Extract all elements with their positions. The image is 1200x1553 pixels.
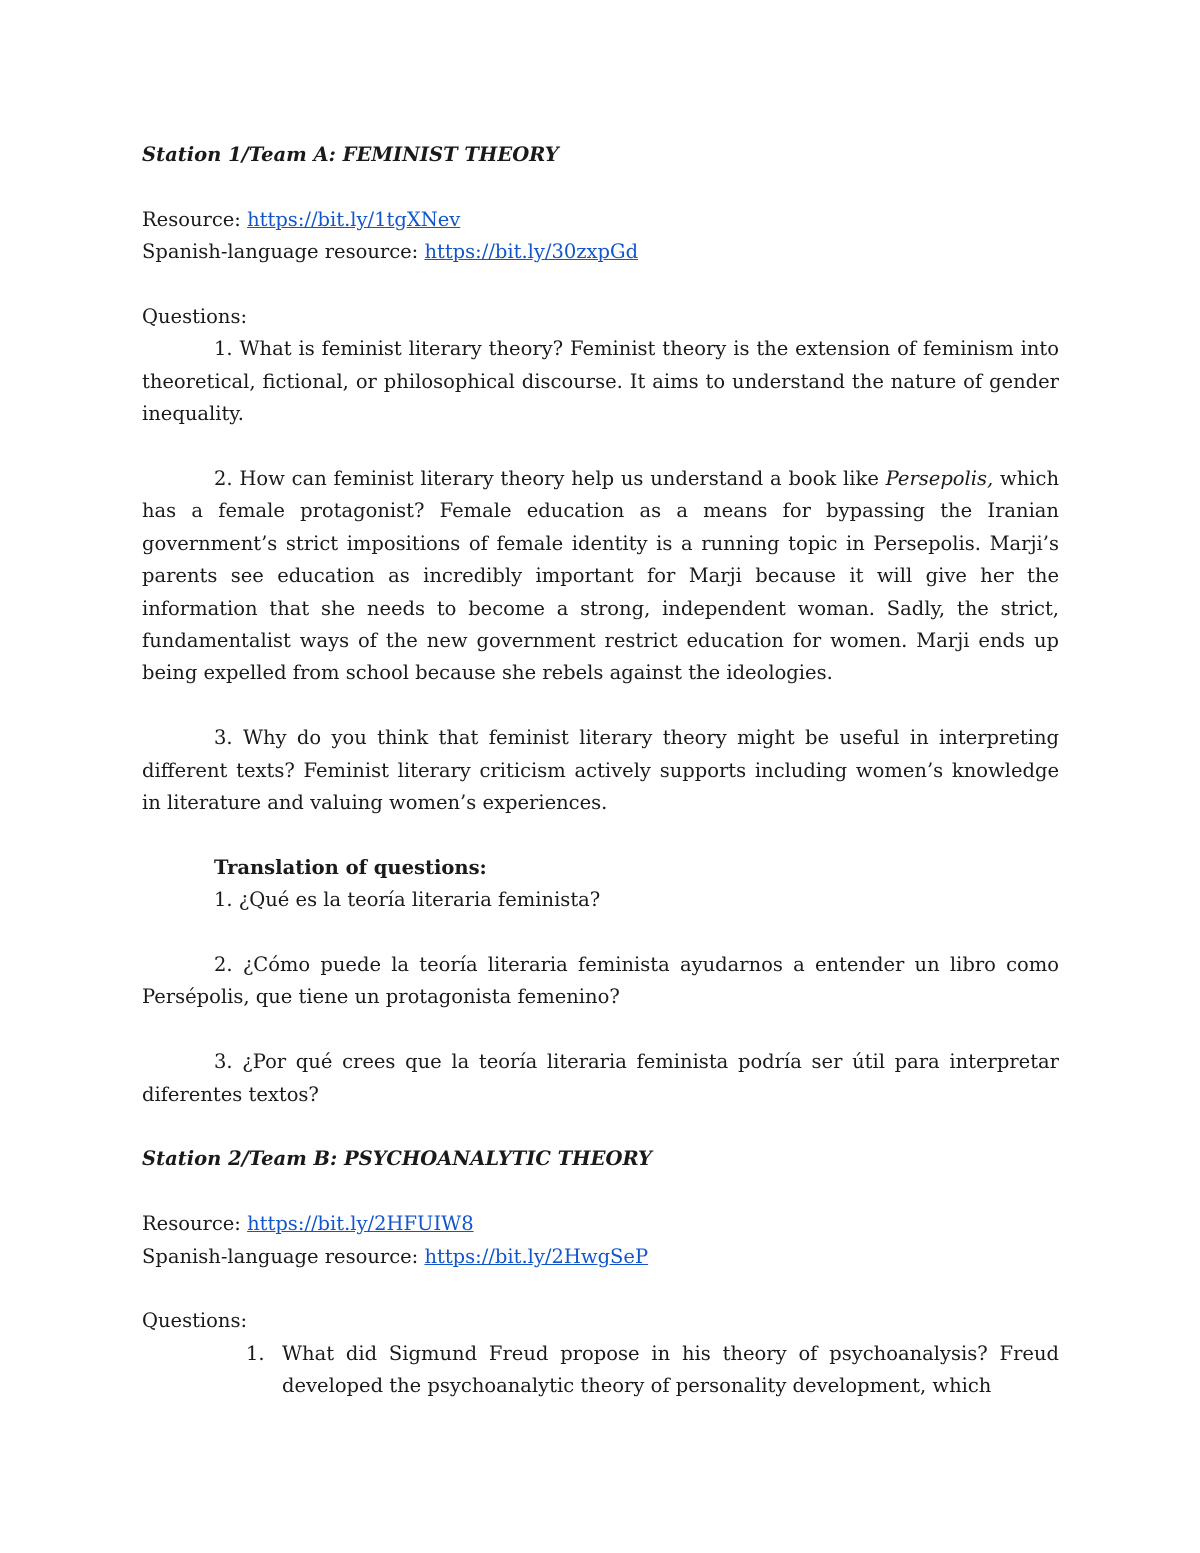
spanish-resource-link[interactable]: https://bit.ly/30zxpGd — [424, 240, 639, 264]
translation-heading: Translation of questions: — [214, 855, 487, 879]
question-2-text-b: which has a female protagonist? Female education as a means for bypassing the Iranian government’s strict impositions of female identity is a running topic in Persepolis. Marji’s parents see education as incredibly important for Marji because it will give her the information that she needs to become a strong, independent woman. Sadly, the strict, fundamentalist ways of the new government restrict education for women. Marji ends up being expelled from school because she rebels against the ideologies. — [142, 467, 1060, 685]
spanish-resource-link[interactable]: https://bit.ly/2HwgSeP — [424, 1244, 649, 1268]
station1-heading: Station 1/Team A: FEMINIST THEORY — [142, 143, 559, 166]
list-number: 1. — [246, 1341, 265, 1365]
spanish-resource-label: Spanish-language resource: — [142, 1244, 419, 1268]
questions-label: Questions: — [142, 305, 248, 328]
book-title: Persepolis, — [885, 467, 994, 491]
document-page — [142, 139, 1059, 1403]
resource-link[interactable]: https://bit.ly/2HFUIW8 — [247, 1212, 474, 1236]
question-2 — [142, 463, 1059, 690]
spanish-resource-label: Spanish-language resource: — [142, 240, 419, 264]
station1-spanish-resource-line — [142, 236, 1059, 268]
question-1: 1. What is feminist literary theory? Feminist theory is the extension of feminism into theoretical, fictional, or philosophical discourse. It aims to understand the nature of gender inequality. — [142, 337, 1059, 426]
questions-label: Questions: — [142, 1309, 248, 1333]
question-2-text-a: 2. How can feminist literary theory help us understand a book like — [214, 467, 886, 491]
station2-spanish-resource-line — [142, 1241, 1059, 1273]
resource-label: Resource: — [142, 1212, 241, 1236]
translation-1: 1. ¿Qué es la teoría literaria feminista? — [214, 888, 601, 912]
station2-resource-line — [142, 1208, 1059, 1240]
translation-2: 2. ¿Cómo puede la teoría literaria feminista ayudarnos a entender un libro como Persépolis, que tiene un protagonista femenino? — [142, 953, 1059, 1009]
resource-link[interactable]: https://bit.ly/1tgXNev — [247, 207, 461, 231]
station2-question-1: What did Sigmund Freud propose in his theory of psychoanalysis? Freud developed the psychoanalytic theory of personality development, which — [282, 1341, 1059, 1398]
list-item — [142, 1338, 1059, 1403]
question-3: 3. Why do you think that feminist literary theory might be useful in interpreting different texts? Feminist literary criticism actively supports including women’s knowledge in literature and valuing women’s experiences. — [142, 726, 1059, 815]
station1-resource-line — [142, 204, 1059, 236]
translation-3: 3. ¿Por qué crees que la teoría literaria feminista podría ser útil para interpretar diferentes textos? — [142, 1050, 1059, 1106]
resource-label: Resource: — [142, 207, 241, 231]
station2-heading: Station 2/Team B: PSYCHOANALYTIC THEORY — [142, 1147, 652, 1171]
